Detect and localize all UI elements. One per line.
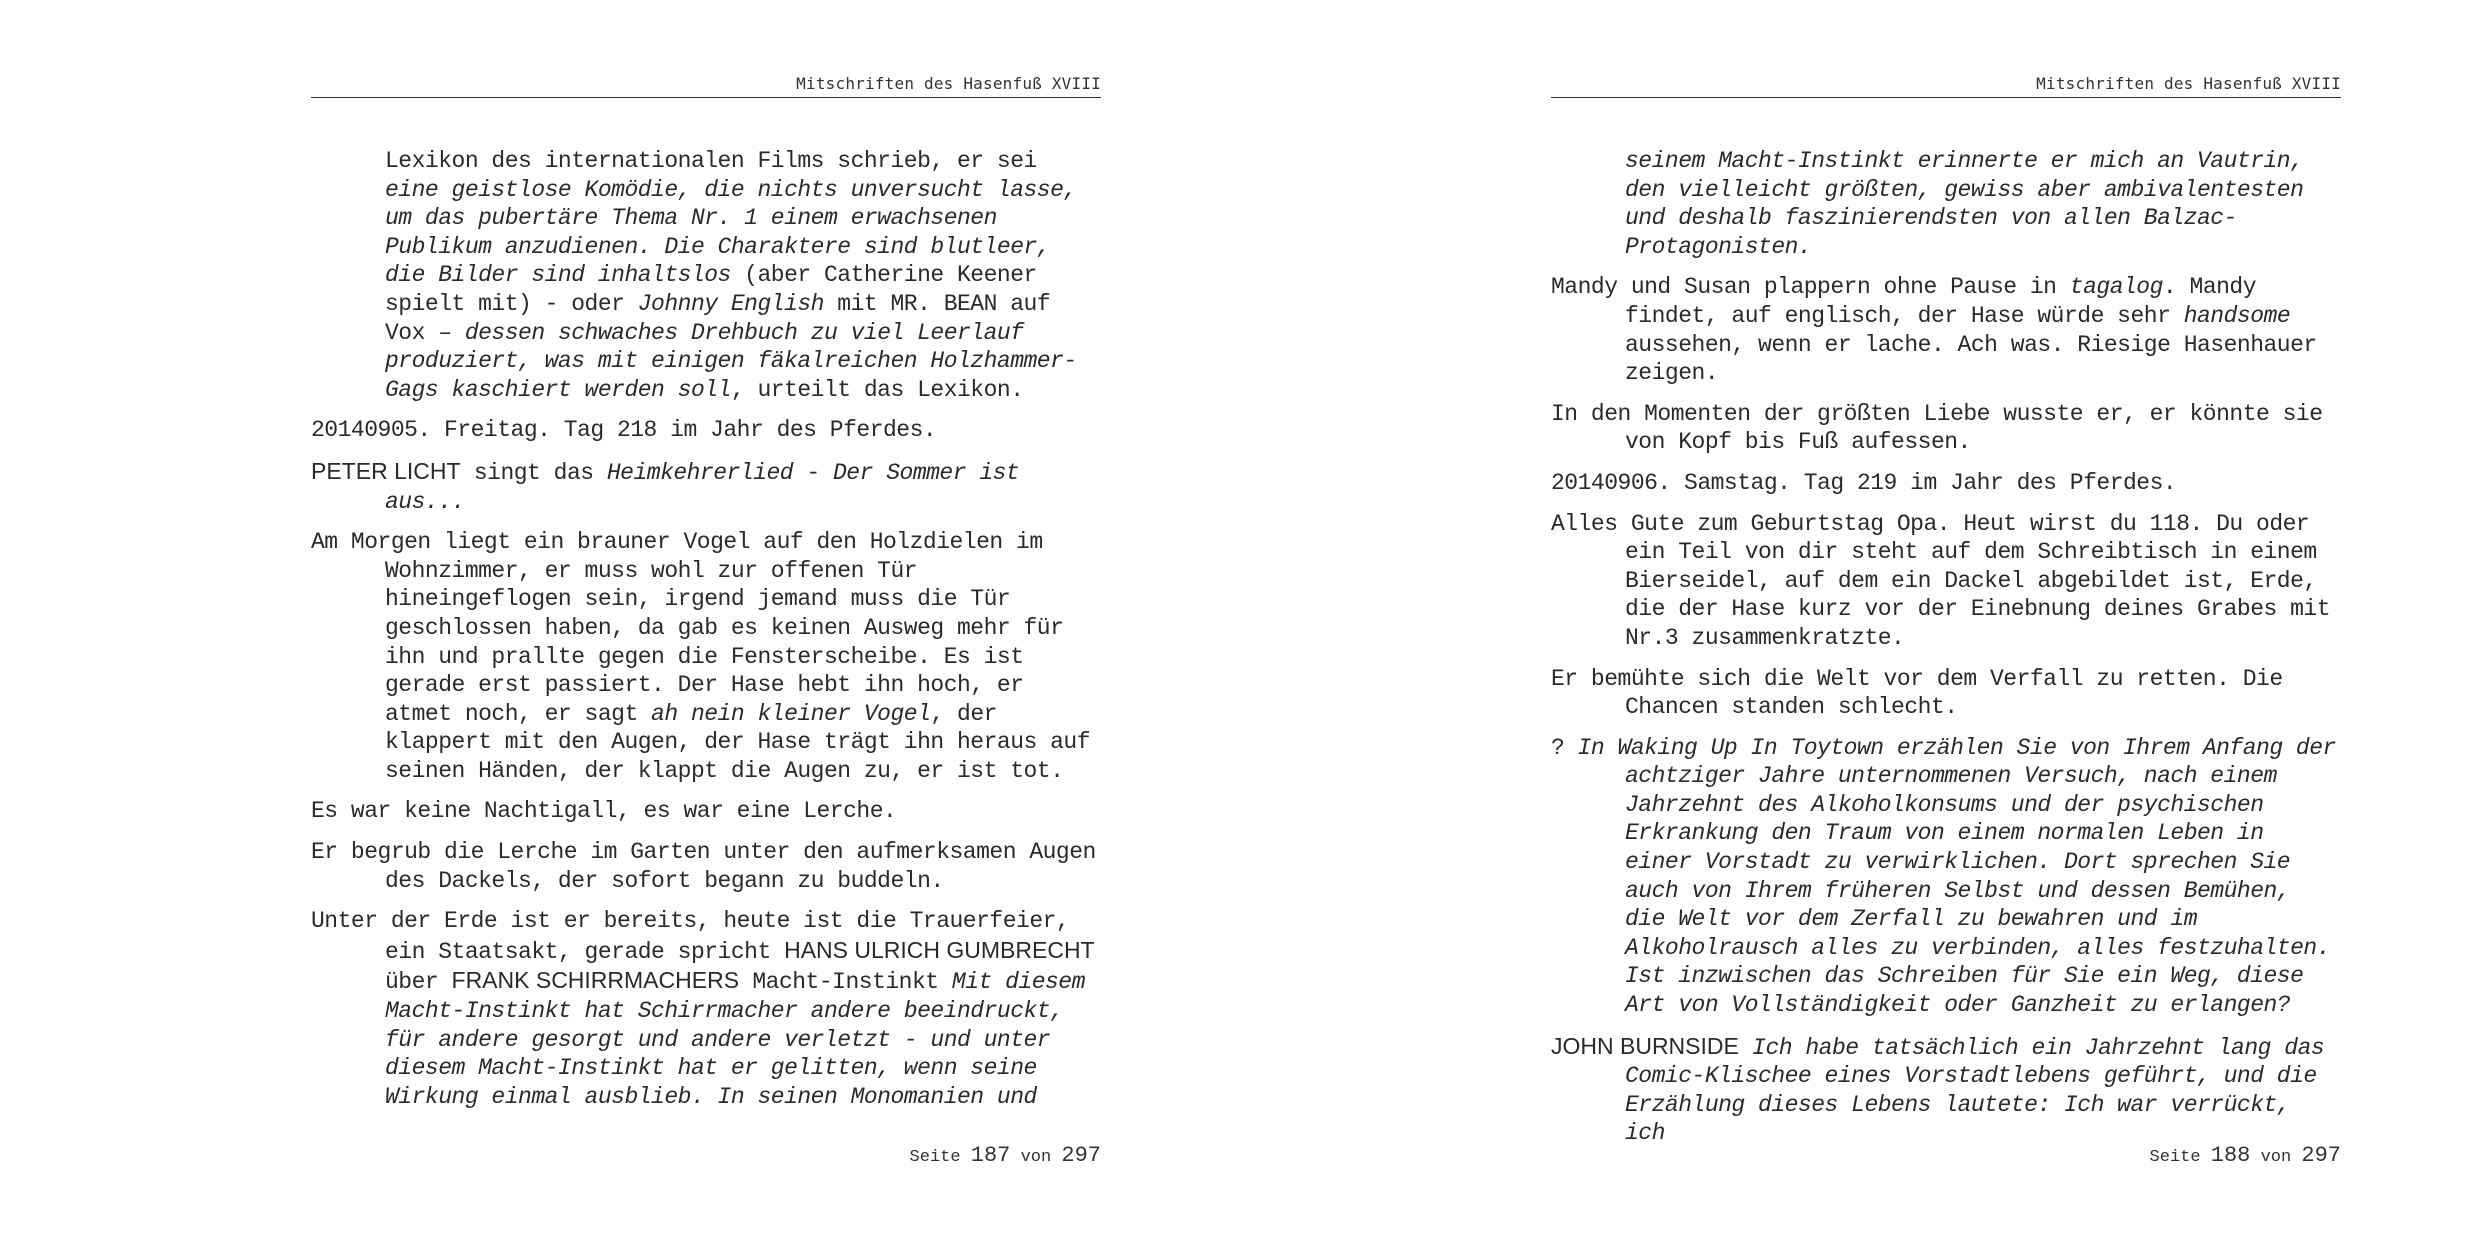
text-run: Er bemühte sich die Welt vor dem Verfall zu retten. Die Chancen standen schlecht. — [1551, 665, 2283, 721]
text-run: Es war keine Nachtigall, es war eine Lerche. — [311, 798, 897, 825]
text-run: . Mandy findet, auf englisch, der Hase würde sehr — [1625, 274, 2257, 329]
folio-total: 297 — [2301, 1143, 2341, 1168]
page-body — [311, 147, 1101, 1123]
italic-text: handsome — [2183, 302, 2291, 329]
text-run: In den Momenten der größten Liebe wusste er, er könnte sie von Kopf bis Fuß aufessen. — [1551, 400, 2323, 456]
folio-page: 188 — [2210, 1143, 2251, 1168]
text-run: Unter der Erde ist er bereits, heute ist die Trauerfeier, ein Staatsakt, gerade spricht — [311, 908, 1070, 965]
folio-page: 187 — [970, 1143, 1011, 1168]
italic-text: Heimkehrerlied - Der Sommer ist aus... — [385, 459, 1020, 515]
right-page — [1551, 0, 2341, 1240]
paragraph — [311, 797, 1101, 826]
italic-text: Mit diesem Macht-Instinkt hat Schirrmacher andere beeindruckt, für andere gesorgt und andere verletzt - und unter diesem Macht-Instinkt hat er gelitten, wenn seine Wirkung einmal ausblieb. In seinen Monomanien und — [385, 969, 1085, 1110]
page-number — [910, 1143, 1101, 1168]
page-number — [2150, 1143, 2341, 1168]
folio-total: 297 — [1061, 1143, 1101, 1168]
italic-text: tagalog — [2069, 274, 2163, 301]
text-run: ? — [1551, 734, 1578, 761]
paragraph — [311, 838, 1101, 895]
name-text: HANS ULRICH GUMBRECHT — [784, 936, 1095, 963]
text-run: (aber Catherine Keener spielt mit) - oder — [385, 262, 1037, 317]
text-run: aussehen, wenn er lache. Ach was. Riesige Hasenhauer zeigen. — [1625, 331, 2317, 387]
text-run: Am Morgen liegt ein brauner Vogel auf den Holzdielen im Wohnzimmer, er muss wohl zur offenen Tür hineingeflogen sein, irgend jemand muss die Tür geschlossen haben, da gab es keinen Ausweg mehr für ihn und prallte gegen die Fensterscheibe. Es ist gerade erst passiert. Der Hase hebt ihn hoch, er atmet noch, er sagt — [311, 529, 1064, 727]
name-text: FRANK SCHIRRMACHERS — [451, 967, 740, 994]
text-run: Lexikon des internationalen Films schrieb, er sei — [385, 148, 1037, 174]
paragraph — [311, 416, 1101, 445]
text-run: , urteilt das Lexikon. — [730, 376, 1024, 403]
text-run — [1739, 1035, 1752, 1061]
italic-text: eine geistlose Komödie, die nichts unversucht lasse, um das pubertäre Thema Nr. 1 einem erwachsenen Publikum anzudienen. Die Charaktere sind blutleer, die Bilder sind inhaltslos — [385, 176, 1077, 289]
text-run: singt das — [460, 459, 607, 486]
left-page — [311, 0, 1101, 1240]
folio-of: von — [1020, 1148, 1052, 1167]
italic-text: dessen schwaches Drehbuch zu viel Leerlauf produziert, was mit einigen fäkalreichen Holzhammer-Gags kaschiert werden soll — [385, 319, 1077, 403]
folio-label: Seite — [2149, 1148, 2201, 1167]
paragraph — [1551, 400, 2341, 457]
paragraph — [311, 528, 1101, 785]
paragraph — [1551, 273, 2341, 387]
paragraph — [1551, 510, 2341, 653]
text-run: über — [385, 969, 452, 996]
paragraph — [311, 907, 1101, 1111]
text-run: Macht-Instinkt — [739, 969, 952, 996]
name-text: PETER LICHT — [311, 457, 461, 484]
italic-text: In Waking Up In Toytown erzählen Sie von Ihrem Anfang der achtziger Jahre unternommenen Versuch, nach einem Jahrzehnt des Alkoholkonsums und der psychischen Erkrankung den Traum von einem normalen Leben in einer Vorstadt zu verwirklichen. Dort sprechen Sie auch von Ihrem früheren Selbst und dessen Bemühen, die Welt vor dem Zerfall zu bewahren und im Alkoholrausch alles zu verbinden, alles festzuhalten. Ist inzwischen das Schreiben für Sie ein Weg, diese Art von Vollständigkeit oder Ganzheit zu erlangen? — [1577, 734, 2336, 1019]
text-run: mit MR. BEAN auf Vox – — [385, 290, 1051, 346]
text-run: 20140905. Freitag. Tag 218 im Jahr des Pferdes. — [311, 417, 937, 444]
paragraph — [1551, 147, 2341, 261]
text-run: , der klappert mit den Augen, der Hase trägt ihn heraus auf seinen Händen, der klappt die Augen zu, er ist tot. — [385, 700, 1091, 784]
text-run: Mandy und Susan plappern ohne Pause in — [1551, 274, 2070, 301]
paragraph — [311, 457, 1101, 516]
paragraph — [1551, 1032, 2341, 1148]
italic-text: Ich habe tatsächlich ein Jahrzehnt lang das Comic-Klischee eines Vorstadtlebens geführt, und die Erzählung dieses Lebens lautete: Ich war verrückt, ich — [1625, 1034, 2325, 1147]
folio-label: Seite — [909, 1148, 961, 1167]
running-head: Mitschriften des Hasenfuß XVIII — [2036, 74, 2341, 93]
page-body — [1551, 147, 2341, 1160]
running-head: Mitschriften des Hasenfuß XVIII — [796, 74, 1101, 93]
paragraph — [1551, 734, 2341, 1020]
header-rule — [1551, 97, 2341, 98]
paragraph — [311, 147, 1101, 404]
text-run: 20140906. Samstag. Tag 219 im Jahr des Pferdes. — [1551, 469, 2177, 496]
paragraph — [1551, 469, 2341, 498]
text-run: Er begrub die Lerche im Garten unter den aufmerksamen Augen des Dackels, der sofort begann zu buddeln. — [311, 839, 1096, 894]
name-text: JOHN BURNSIDE — [1551, 1032, 1739, 1059]
italic-text: Johnny English — [637, 290, 824, 317]
paragraph — [1551, 665, 2341, 722]
italic-text: seinem Macht-Instinkt erinnerte er mich an Vautrin, den vielleicht größten, gewiss aber ambivalentesten und deshalb faszinierendsten von allen Balzac-Protagonisten. — [1625, 148, 2304, 260]
folio-of: von — [2260, 1148, 2292, 1167]
italic-text: ah nein kleiner Vogel — [651, 700, 931, 727]
text-run: Alles Gute zum Geburtstag Opa. Heut wirst du 118. Du oder ein Teil von dir steht auf dem Schreibtisch in einem Bierseidel, auf dem ein Dackel abgebildet ist, Erde, die der Hase kurz vor der Einebnung deines Grabes mit Nr.3 zusammenkratzte. — [1551, 510, 2331, 651]
header-rule — [311, 97, 1101, 98]
